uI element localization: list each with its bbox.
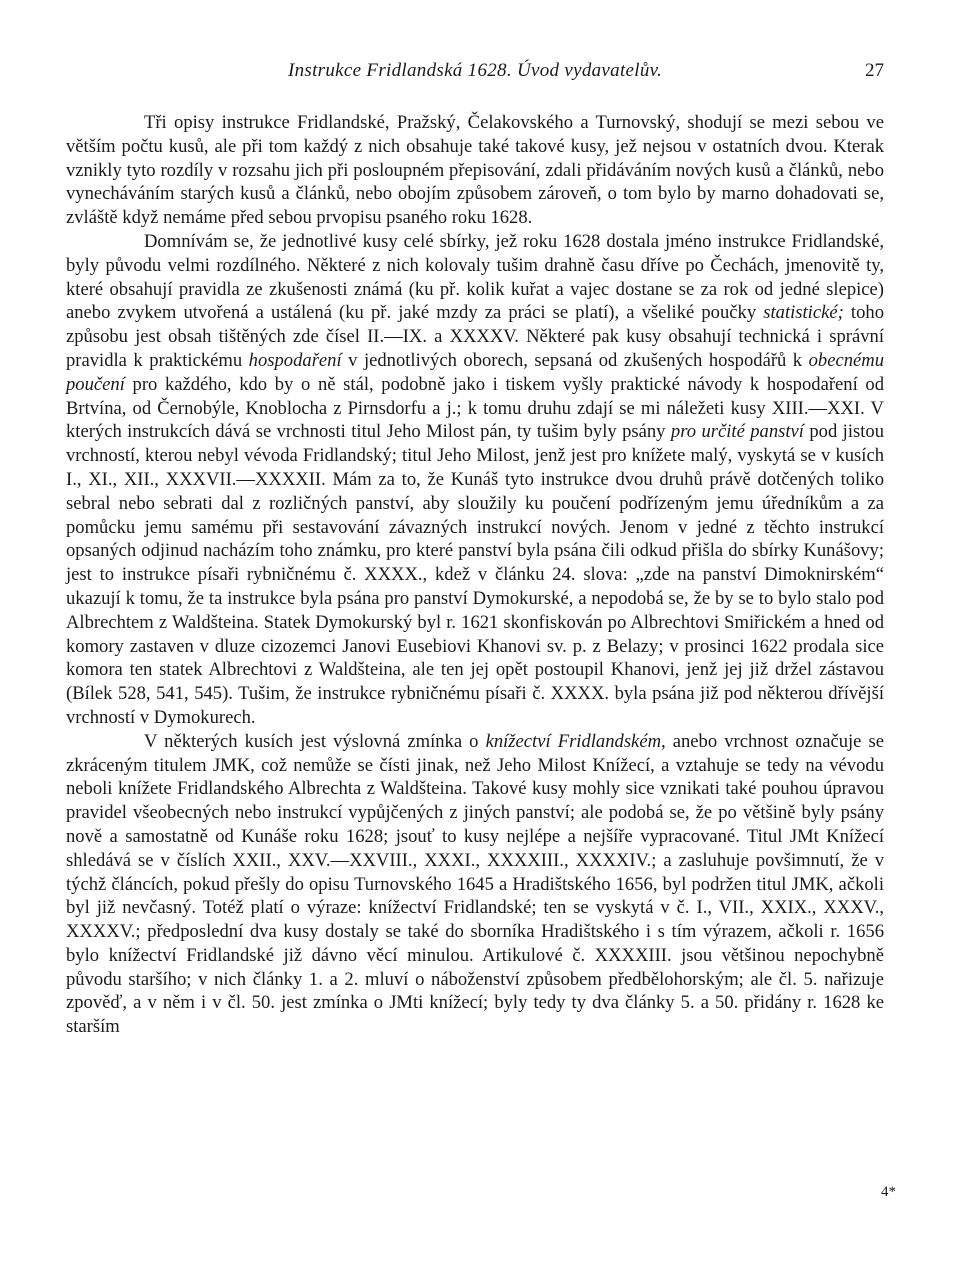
italic-run: pro určité panství	[670, 421, 804, 443]
paragraph-3	[66, 730, 884, 1039]
running-head	[66, 60, 884, 90]
paragraph-1	[66, 111, 884, 230]
text-run: toho způsobu jest obsah tištěných zde čísel II.—IX. a XXXXV. Některé pak kusy obsahují technická i správní pravidla k praktickému	[66, 302, 884, 371]
page-number: 27	[865, 60, 884, 81]
text-run: Tři opisy instrukce Fridlandské, Pražský, Čelakovského a Turnovský, shodují se mezi sebou ve větším počtu kusů, ale při tom každý z nich obsahuje také takové kusy, jež nejsou v ostatních dvou. Kterak vznikly tyto rozdíly v rozsahu jich při posloupném přepisování, zdali přidáváním nových kusů a článků, nebo vynecháváním starých kusů a článků, nebo obojím způsobem zároveň, o tom bylo by marno dohadovati se, zvláště když nemáme před sebou prvopisu psaného roku 1628.	[66, 112, 884, 229]
italic-run: obecnému poučení	[66, 349, 884, 395]
signature-mark: 4*	[881, 1184, 896, 1200]
italic-run: hospodaření	[248, 349, 342, 371]
body-text	[66, 111, 884, 1039]
text-run: v jednotlivých oborech, sepsaná od zkušených hospodářů k	[341, 349, 809, 371]
text-run: pro každého, kdo by o ně stál, podobně jako i tiskem vyšly praktické návody k hospodaření od Brtvína, od Černobýle, Knoblocha z Pirnsdorfu a j.; k tomu druhu zdají se mi náležeti kusy XIII.—XXI. V kterých instrukcích dává se vrchnosti titul Jeho Milost pán, ty tušim byly psány	[66, 373, 884, 443]
italic-run: knížectví Fridlandském,	[485, 730, 666, 752]
running-title: Instrukce Fridlandská 1628. Úvod vydavatelův.	[287, 60, 663, 81]
paragraph-2	[66, 230, 884, 730]
text-run: Domnívám se, že jednotlivé kusy celé sbírky, jež roku 1628 dostala jméno instrukce Fridlandské, byly původu velmi rozdílného. Některé z nich kolovaly tušim drahně času dříve po Čechách, jmenovitě ty, které obsahují pravidla ze zkušenosti známá (ku př. kolik kuřat a vajec dostane se za rok od jedné slepice) anebo zvykem utvořená a ustálená (ku př. jaké mzdy za práci se platí), a všeliké poučky	[66, 230, 884, 324]
text-run: anebo vrchnost označuje se zkráceným titulem JMK, což nemůže se čísti jinak, než Jeho Milost Knížecí, a vztahuje se tedy na vévodu neboli knížete Fridlandského Albrechta z Waldšteina. Takové kusy mohly sice vznikati také pouhou úpravou pravidel všeobecných nebo instrukcí vypůjčených z jiných panství; ale podobá se, že po většině byly psány nově a samostatně od Kunáše roku 1628; jsouť to kusy nejlépe a nejšíře vypracované. Titul JMt Knížecí shledává se v číslích XXII., XXV.—XXVIII., XXXI., XXXXIII., XXXXIV.; a zasluhuje povšimnutí, že v týchž článcích, pokud přešly do opisu Turnovského 1645 a Hradištského 1656, byl podržen titul JMK, ačkoli byl již nevčasný. Totéž platí o výraze: knížectví Fridlandské; ten se vyskytá v č. I., VII., XXIX., XXXV., XXXXV.; předposlední dva kusy dostaly se také do sborníka Hradištského i s tím výrazem, ačkoli r. 1656 bylo knížectví Fridlandské již dávno věcí minulou. Artikulové č. XXXXIII. jsou většinou nepochybně původu staršího; v nich články 1. a 2. mluví o náboženství způsobem předbělohorským; ale čl. 5. nařizuje zpověď, a v něm i v čl. 50. jest zmínka o JMti knížecí; byly tedy ty dva články 5. a 50. přidány r. 1628 ke starším	[66, 730, 885, 1038]
document-page	[66, 60, 884, 1039]
italic-run: statistické;	[763, 302, 844, 324]
text-run: V některých kusích jest výslovná zmínka o	[144, 730, 486, 752]
text-run: pod jistou vrchností, kterou nebyl vévoda Fridlandský; titul Jeho Milost, jenž jest pro knížete malý, vyskytá se v kusích I., XI., XII., XXXVII.—XXXXII. Mám za to, že Kunáš tyto instrukce dvou druhů právě dotčených toliko sebral nebo sebrati dal z rozličných panství, aby sloužily ku poučení podřízeným jemu úředníkům a za pomůcku jemu samému při sestavování závazných instrukcí nových. Jenom v jedné z těchto instrukcí opsaných odjinud nacházím toho známku, pro které panství byla psána čili odkud přišla do sbírky Kunášovy; jest to instrukce písaři rybničnému č. XXXX., kdež v článku 24. slova: „zde na panství Dimoknirském“ ukazují k tomu, že ta instrukce byla psána pro panství Dymokurské, a nepodobá se, že by se to bylo stalo pod Albrechtem z Waldšteina. Statek Dymokurský byl r. 1621 skonfiskován po Albrechtovi Smiřickém a hned od komory zastaven v dluze cizozemci Janovi Eusebiovi Khanovi sv. p. z Belazy; v prosinci 1622 prodala sice komora ten statek Albrechtovi z Waldšteina, ale ten jej opět postoupil Khanovi, jenž jej již držel zástavou (Bílek 528, 541, 545). Tušim, že instrukce rybničnému písaři č. XXXX. byla psána již pod některou dřívější vrchností v Dymokurech.	[66, 421, 885, 728]
